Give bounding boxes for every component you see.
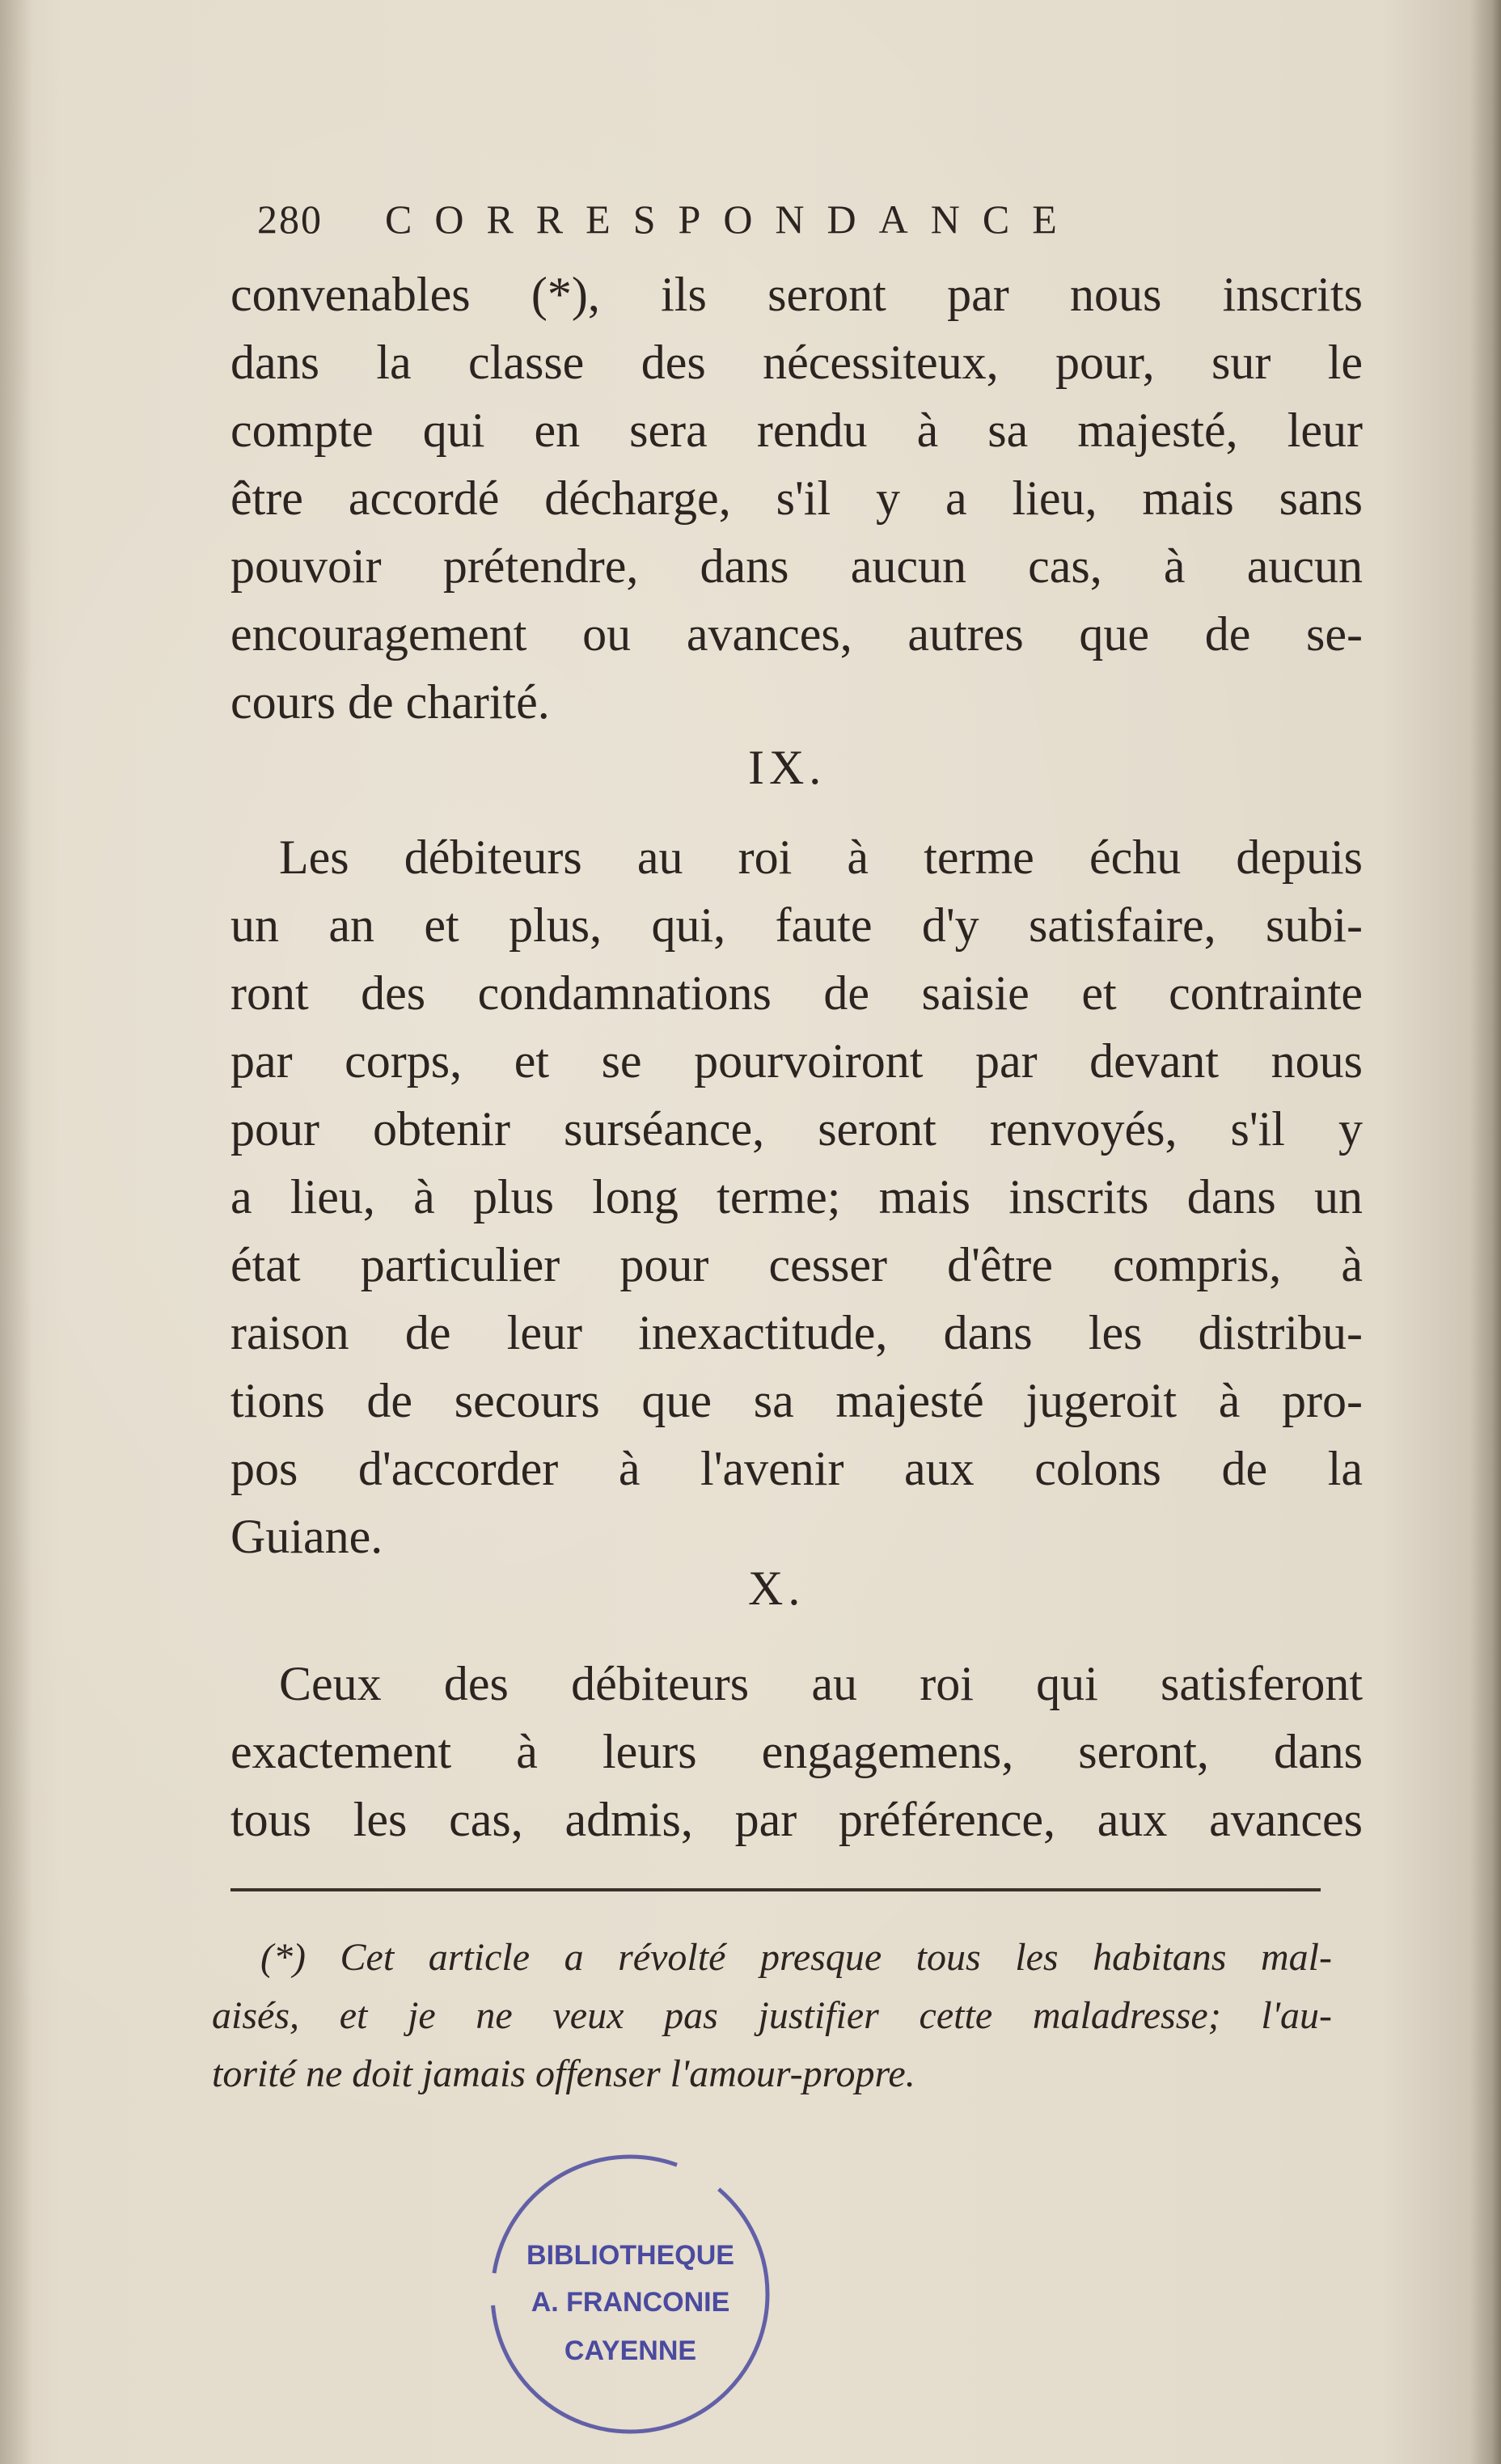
text-line: un an et plus, qui, faute d'y satisfaire, subi- xyxy=(230,898,1363,952)
text-line: raison de leur inexactitude, dans les distribu- xyxy=(230,1306,1363,1359)
text-line: compte qui en sera rendu à sa majesté, leur xyxy=(230,404,1363,457)
paragraph-ix xyxy=(230,823,1363,1570)
text-line: pos d'accorder à l'avenir aux colons de la xyxy=(230,1442,1363,1495)
paragraph-continuation xyxy=(230,260,1363,736)
text-line: exactement à leurs engagemens, seront, dans xyxy=(230,1725,1363,1778)
page-number: 280 xyxy=(257,197,323,242)
text-line: encouragement ou avances, autres que de se- xyxy=(230,607,1363,661)
text-line: a lieu, à plus long terme; mais inscrits dans un xyxy=(230,1170,1363,1224)
footnote-line: aisés, et je ne veux pas justifier cette maladresse; l'au- xyxy=(212,1994,1332,2037)
text-line: tions de secours que sa majesté jugeroit à pro- xyxy=(230,1374,1363,1427)
library-stamp xyxy=(479,2143,782,2446)
page-edge xyxy=(1470,0,1501,2464)
text-line: convenables (*), ils seront par nous inscrits xyxy=(230,268,1363,321)
running-head: CORRESPONDANCE xyxy=(385,197,1080,242)
paragraph-x xyxy=(230,1650,1363,1853)
section-heading-x: X. xyxy=(748,1562,805,1615)
gutter-shadow xyxy=(0,0,32,2464)
text-line: pouvoir prétendre, dans aucun cas, à aucun xyxy=(230,539,1363,593)
text-line: cours de charité. xyxy=(230,675,550,729)
text-line: dans la classe des nécessiteux, pour, sur le xyxy=(230,336,1363,389)
text-line: pour obtenir surséance, seront renvoyés, s'il y xyxy=(230,1102,1363,1156)
stamp-line-2: A. FRANCONIE xyxy=(531,2287,730,2318)
text-line: par corps, et se pourvoiront par devant nous xyxy=(230,1034,1363,1088)
text-line: tous les cas, admis, par préférence, aux avances xyxy=(230,1793,1363,1846)
page-header xyxy=(257,196,1080,243)
footnote-line: (*) Cet article a révolté presque tous les habitans mal- xyxy=(260,1936,1332,1979)
stamp-line-1: BIBLIOTHEQUE xyxy=(526,2240,734,2271)
footnote-rule xyxy=(230,1888,1321,1891)
text-line: être accordé décharge, s'il y a lieu, mais sans xyxy=(230,471,1363,525)
text-line: Guiane. xyxy=(230,1510,383,1563)
footnote-line: torité ne doit jamais offenser l'amour-propre. xyxy=(212,2052,915,2095)
text-line: ront des condamnations de saisie et contrainte xyxy=(230,966,1363,1020)
text-line: Les débiteurs au roi à terme échu depuis xyxy=(279,830,1363,884)
text-line: état particulier pour cesser d'être compris, à xyxy=(230,1238,1363,1291)
stamp-line-3: CAYENNE xyxy=(564,2335,697,2366)
section-heading-ix: IX. xyxy=(748,741,827,794)
footnote xyxy=(212,1929,1332,2103)
text-line: Ceux des débiteurs au roi qui satisferont xyxy=(279,1657,1363,1710)
